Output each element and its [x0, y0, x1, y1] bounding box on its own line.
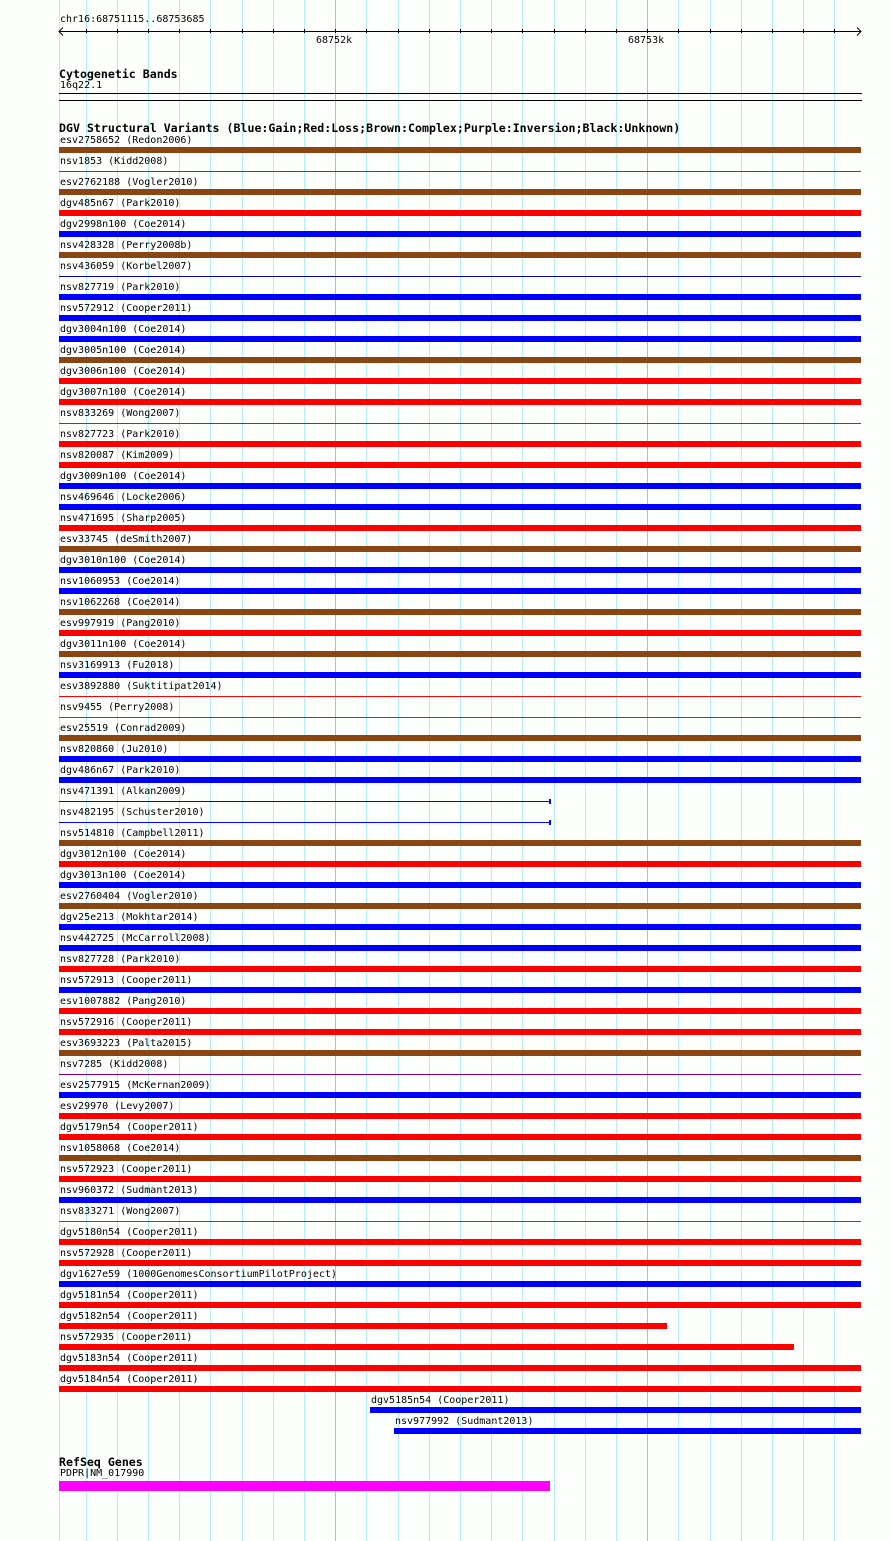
variant-label[interactable]: nsv3169913 (Fu2018)	[60, 660, 175, 671]
variant-bar[interactable]	[59, 651, 861, 657]
ruler-tick	[585, 29, 586, 33]
variant-label[interactable]: esv29970 (Levy2007)	[60, 1101, 175, 1112]
ruler-tick	[522, 29, 523, 33]
ruler-tick	[86, 29, 87, 33]
variant-bar[interactable]	[59, 399, 861, 405]
ruler-tick	[398, 29, 399, 33]
variant-bar[interactable]	[59, 147, 861, 153]
variant-bar[interactable]	[59, 252, 861, 258]
variant-bar[interactable]	[59, 1113, 861, 1119]
variant-label[interactable]: dgv3013n100 (Coe2014)	[60, 870, 187, 881]
variant-label[interactable]: dgv3004n100 (Coe2014)	[60, 324, 187, 335]
ruler-tick	[242, 29, 243, 33]
variant-bar[interactable]	[59, 1008, 861, 1014]
variant-label[interactable]: dgv1627e59 (1000GenomesConsortiumPilotProject)	[60, 1269, 337, 1280]
variant-bar[interactable]	[59, 1155, 861, 1161]
variant-label[interactable]: dgv5180n54 (Cooper2011)	[60, 1227, 199, 1238]
variant-bar[interactable]	[59, 903, 861, 909]
variant-label[interactable]: esv2762188 (Vogler2010)	[60, 177, 199, 188]
variant-bar[interactable]	[59, 423, 861, 424]
ruler-tick-label: 68752k	[316, 35, 353, 46]
variant-bar[interactable]	[59, 1050, 861, 1056]
gene-bar-pdpr[interactable]	[59, 1481, 550, 1491]
variant-label[interactable]: dgv25e213 (Mokhtar2014)	[60, 912, 199, 923]
ruler-tick	[117, 29, 118, 33]
variant-bar[interactable]	[59, 756, 861, 762]
gene-label[interactable]: PDPR|NM_017990	[60, 1468, 145, 1479]
variant-bar[interactable]	[59, 1344, 794, 1350]
variant-bar[interactable]	[59, 672, 861, 678]
variant-bar[interactable]	[59, 840, 861, 846]
variant-bar[interactable]	[59, 777, 861, 783]
variant-label[interactable]: nsv833269 (Wong2007)	[60, 408, 181, 419]
variant-end-cap	[549, 799, 551, 804]
variant-label[interactable]: dgv5183n54 (Cooper2011)	[60, 1353, 199, 1364]
variant-label[interactable]: nsv572916 (Cooper2011)	[60, 1017, 193, 1028]
variant-bar[interactable]	[59, 1323, 667, 1329]
variant-bar[interactable]	[370, 1407, 861, 1413]
variant-label[interactable]: nsv428328 (Perry2008b)	[60, 240, 193, 251]
variant-label[interactable]: nsv820087 (Kim2009)	[60, 450, 175, 461]
variant-label[interactable]: dgv486n67 (Park2010)	[60, 765, 181, 776]
variant-bar[interactable]	[59, 189, 861, 195]
variant-label[interactable]: esv25519 (Conrad2009)	[60, 723, 187, 734]
variant-label[interactable]: nsv514810 (Campbell2011)	[60, 828, 205, 839]
variant-label[interactable]: nsv572912 (Cooper2011)	[60, 303, 193, 314]
variant-label[interactable]: nsv442725 (McCarroll2008)	[60, 933, 211, 944]
variant-bar[interactable]	[59, 1134, 861, 1140]
variant-bar[interactable]	[59, 231, 861, 237]
variant-bar[interactable]	[59, 1386, 861, 1392]
variant-label[interactable]: esv1007882 (Pang2010)	[60, 996, 187, 1007]
variant-label[interactable]: esv3892880 (Suktitipat2014)	[60, 681, 223, 692]
variant-bar[interactable]	[59, 441, 861, 447]
variant-label[interactable]: dgv3009n100 (Coe2014)	[60, 471, 187, 482]
variant-bar[interactable]	[59, 504, 861, 510]
variant-label[interactable]: dgv3012n100 (Coe2014)	[60, 849, 187, 860]
region-label: chr16:68751115..68753685	[60, 14, 205, 25]
variant-bar[interactable]	[59, 1302, 861, 1308]
ruler-tick	[273, 29, 274, 33]
variant-bar[interactable]	[59, 1092, 861, 1098]
ruler-tick	[616, 29, 617, 33]
ruler-tick	[710, 29, 711, 33]
variant-label[interactable]: nsv9455 (Perry2008)	[60, 702, 175, 713]
variant-label[interactable]: esv3693223 (Palta2015)	[60, 1038, 193, 1049]
cytoband-track-title: Cytogenetic Bands	[59, 67, 178, 81]
variant-label[interactable]: nsv1853 (Kidd2008)	[60, 156, 169, 167]
variant-bar[interactable]	[59, 987, 861, 993]
variant-label[interactable]: nsv960372 (Sudmant2013)	[60, 1185, 199, 1196]
variant-label[interactable]: nsv827728 (Park2010)	[60, 954, 181, 965]
variant-label[interactable]: dgv3010n100 (Coe2014)	[60, 555, 187, 566]
variant-end-cap	[549, 820, 551, 825]
variant-label[interactable]: esv2758652 (Redon2006)	[60, 135, 193, 146]
variant-bar[interactable]	[59, 1221, 861, 1222]
ruler-tick	[678, 29, 679, 33]
variant-bar[interactable]	[59, 822, 550, 823]
dgv-track-title: DGV Structural Variants (Blue:Gain;Red:Loss;Brown:Complex;Purple:Inversion;Black:Unknown)	[59, 121, 681, 135]
variant-label[interactable]: nsv572913 (Cooper2011)	[60, 975, 193, 986]
variant-bar[interactable]	[59, 717, 861, 718]
variant-bar[interactable]	[59, 357, 861, 363]
variant-label[interactable]: nsv572935 (Cooper2011)	[60, 1332, 193, 1343]
variant-bar[interactable]	[59, 630, 861, 636]
cytoband-outline-bottom	[59, 100, 862, 101]
cytoband-outline-top	[59, 93, 862, 94]
ruler-tick	[491, 29, 492, 33]
ruler-tick-label: 68753k	[628, 35, 665, 46]
variant-bar[interactable]	[59, 276, 861, 277]
variant-label[interactable]: nsv469646 (Locke2006)	[60, 492, 187, 503]
variant-label[interactable]: dgv5179n54 (Cooper2011)	[60, 1122, 199, 1133]
ruler-tick	[647, 29, 648, 33]
ruler-tick	[179, 29, 180, 33]
variant-bar[interactable]	[59, 1260, 861, 1266]
variant-bar[interactable]	[59, 588, 861, 594]
variant-bar[interactable]	[59, 1197, 861, 1203]
variant-label[interactable]: esv2760404 (Vogler2010)	[60, 891, 199, 902]
variant-bar[interactable]	[59, 378, 861, 384]
variant-bar[interactable]	[59, 1281, 861, 1287]
variant-label[interactable]: dgv5184n54 (Cooper2011)	[60, 1374, 199, 1385]
ruler-tick	[554, 29, 555, 33]
variant-label[interactable]: nsv833271 (Wong2007)	[60, 1206, 181, 1217]
variant-label[interactable]: dgv3011n100 (Coe2014)	[60, 639, 187, 650]
variant-label[interactable]: nsv977992 (Sudmant2013)	[395, 1416, 534, 1427]
ruler-tick	[460, 29, 461, 33]
ruler-tick	[429, 29, 430, 33]
variant-bar[interactable]	[59, 567, 861, 573]
variant-label[interactable]: nsv7285 (Kidd2008)	[60, 1059, 169, 1070]
variant-label[interactable]: dgv3005n100 (Coe2014)	[60, 345, 187, 356]
variant-bar[interactable]	[59, 735, 861, 741]
variant-bar[interactable]	[59, 609, 861, 615]
variant-label[interactable]: dgv5182n54 (Cooper2011)	[60, 1311, 199, 1322]
refseq-track-title: RefSeq Genes	[59, 1455, 143, 1469]
ruler-tick	[772, 29, 773, 33]
variant-label[interactable]: nsv572928 (Cooper2011)	[60, 1248, 193, 1259]
variant-bar[interactable]	[394, 1428, 861, 1434]
variant-bar[interactable]	[59, 1029, 861, 1035]
variant-label[interactable]: dgv3006n100 (Coe2014)	[60, 366, 187, 377]
ruler-tick	[803, 29, 804, 33]
cytoband-label: 16q22.1	[60, 80, 103, 91]
variant-bar[interactable]	[59, 861, 861, 867]
variant-bar[interactable]	[59, 1239, 861, 1245]
variant-label[interactable]: nsv471695 (Sharp2005)	[60, 513, 187, 524]
variant-label[interactable]: nsv1060953 (Coe2014)	[60, 576, 181, 587]
variant-bar[interactable]	[59, 210, 861, 216]
variant-label[interactable]: esv33745 (deSmith2007)	[60, 534, 193, 545]
ruler-tick	[335, 29, 336, 33]
variant-label[interactable]: nsv572923 (Cooper2011)	[60, 1164, 193, 1175]
variant-bar[interactable]	[59, 336, 861, 342]
variant-label[interactable]: dgv485n67 (Park2010)	[60, 198, 181, 209]
variant-bar[interactable]	[59, 966, 861, 972]
variant-label[interactable]: nsv827719 (Park2010)	[60, 282, 181, 293]
ruler-tick	[834, 29, 835, 33]
variant-bar[interactable]	[59, 882, 861, 888]
variant-label[interactable]: nsv436059 (Korbel2007)	[60, 261, 193, 272]
variant-label[interactable]: nsv1058068 (Coe2014)	[60, 1143, 181, 1154]
variant-bar[interactable]	[59, 171, 861, 172]
variant-label[interactable]: nsv471391 (Alkan2009)	[60, 786, 187, 797]
right-arrow-icon	[856, 27, 862, 36]
variant-label[interactable]: nsv482195 (Schuster2010)	[60, 807, 205, 818]
ruler-tick	[210, 29, 211, 33]
variant-bar[interactable]	[59, 483, 861, 489]
variant-bar[interactable]	[59, 462, 861, 468]
left-arrow-icon	[58, 27, 64, 36]
variant-bar[interactable]	[59, 1074, 861, 1075]
variant-label[interactable]: dgv3007n100 (Coe2014)	[60, 387, 187, 398]
variant-label[interactable]: esv997919 (Pang2010)	[60, 618, 181, 629]
variant-bar[interactable]	[59, 801, 550, 802]
variant-label[interactable]: esv2577915 (McKernan2009)	[60, 1080, 211, 1091]
variant-bar[interactable]	[59, 1365, 861, 1371]
variant-bar[interactable]	[59, 924, 861, 930]
variant-bar[interactable]	[59, 546, 861, 552]
variant-label[interactable]: nsv1062268 (Coe2014)	[60, 597, 181, 608]
variant-bar[interactable]	[59, 294, 861, 300]
variant-bar[interactable]	[59, 945, 861, 951]
ruler-tick	[304, 29, 305, 33]
variant-label[interactable]: nsv827723 (Park2010)	[60, 429, 181, 440]
ruler-tick	[741, 29, 742, 33]
variant-label[interactable]: dgv5185n54 (Cooper2011)	[371, 1395, 510, 1406]
variant-label[interactable]: dgv2998n100 (Coe2014)	[60, 219, 187, 230]
variant-bar[interactable]	[59, 696, 861, 697]
variant-bar[interactable]	[59, 1176, 861, 1182]
variant-bar[interactable]	[59, 315, 861, 321]
variant-label[interactable]: dgv5181n54 (Cooper2011)	[60, 1290, 199, 1301]
ruler-tick	[148, 29, 149, 33]
variant-bar[interactable]	[59, 525, 861, 531]
ruler-tick	[366, 29, 367, 33]
variant-label[interactable]: nsv820860 (Ju2010)	[60, 744, 169, 755]
